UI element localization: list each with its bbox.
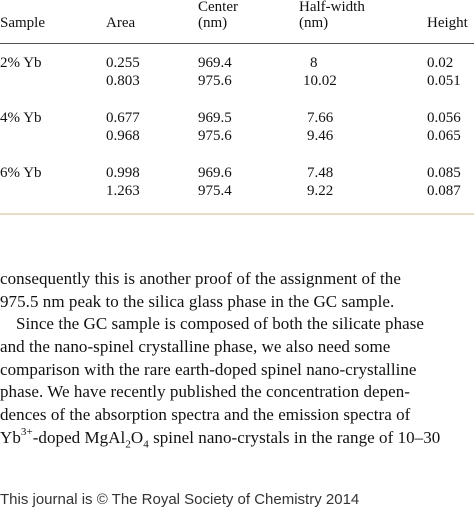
- body-line: and the nano-spinel crystalline phase, we also need some: [0, 337, 391, 356]
- header-area: Area: [106, 15, 136, 31]
- cell-area: 0.998: [106, 165, 140, 181]
- body-text: O: [130, 428, 144, 447]
- cell-area: 0.255: [106, 55, 140, 71]
- cell-halfwidth: 7.48: [307, 165, 334, 181]
- body-line: Since the GC sample is composed of both the silicate phase: [16, 314, 424, 333]
- journal-footer: This journal is © The Royal Society of Chemistry 2014: [0, 491, 360, 508]
- body-text: Yb: [0, 428, 21, 447]
- cell-height: 0.056: [427, 110, 461, 126]
- cell-area: 0.803: [106, 73, 140, 89]
- cell-area: 0.677: [106, 110, 140, 126]
- cell-halfwidth: 7.66: [307, 110, 334, 126]
- header-halfwidth: Half-width: [299, 0, 365, 15]
- cell-sample: 6% Yb: [0, 165, 42, 181]
- header-center: Center: [198, 0, 238, 15]
- body-line: [0, 427, 474, 450]
- cell-sample: 2% Yb: [0, 55, 42, 71]
- superscript: 3+: [20, 426, 33, 439]
- cell-halfwidth: 9.46: [307, 128, 334, 144]
- cell-halfwidth: 10.02: [303, 73, 337, 89]
- body-line: dences of the absorption spectra and the emission spectra of: [0, 405, 411, 424]
- cell-sample: 4% Yb: [0, 110, 42, 126]
- body-line: 975.5 nm peak to the silica glass phase in the GC sample.: [0, 292, 395, 311]
- cell-center: 975.6: [198, 73, 232, 89]
- cell-halfwidth: 9.22: [307, 183, 334, 199]
- cell-halfwidth: 8: [310, 55, 318, 71]
- body-line: comparison with the rare earth-doped spinel nano-crystalline: [0, 360, 417, 379]
- header-sample: Sample: [0, 15, 45, 31]
- header-center-unit: (nm): [198, 15, 228, 31]
- cell-center: 969.6: [198, 165, 232, 181]
- cell-center: 975.4: [198, 183, 232, 199]
- subscript: 4: [143, 438, 149, 451]
- table-header-rule: [0, 43, 474, 44]
- body-line: phase. We have recently published the concentration depen-: [0, 382, 411, 401]
- header-height: Height: [427, 15, 468, 31]
- body-text: -doped MgAl: [32, 428, 126, 447]
- body-text: spinel nano-crystals in the range of 10–30: [148, 428, 441, 447]
- table-bottom-rule: [0, 213, 474, 215]
- cell-height: 0.02: [427, 55, 454, 71]
- header-halfwidth-unit: (nm): [299, 15, 329, 31]
- cell-height: 0.051: [427, 73, 461, 89]
- subscript: 2: [125, 438, 131, 451]
- cell-height: 0.087: [427, 183, 461, 199]
- body-line: consequently this is another proof of the assignment of the: [0, 269, 401, 288]
- cell-height: 0.085: [427, 165, 461, 181]
- cell-area: 1.263: [106, 183, 140, 199]
- cell-center: 975.6: [198, 128, 232, 144]
- cell-area: 0.968: [106, 128, 140, 144]
- cell-center: 969.4: [198, 55, 232, 71]
- data-table: [0, 0, 474, 220]
- cell-height: 0.065: [427, 128, 461, 144]
- cell-center: 969.5: [198, 110, 232, 126]
